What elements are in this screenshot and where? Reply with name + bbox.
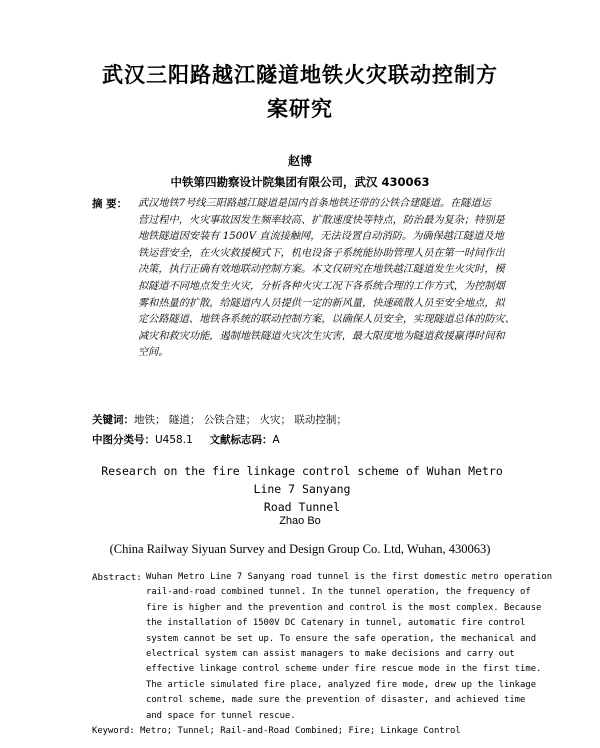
abstract-en-line: control scheme, made sure the prevention of disaster, and achieved time	[146, 695, 526, 706]
doc-code-value: A	[272, 434, 280, 446]
abstract-en-line: The article simulated fire place, analyzed fire mode, drew up the linkage	[146, 679, 537, 690]
author-en: Zhao Bo	[279, 515, 321, 527]
abstract-en-body	[146, 570, 553, 724]
title-cn-line-2: 案研究	[267, 97, 333, 121]
doc-code-label: 文献标志码：	[209, 434, 273, 446]
affiliation-cn: 中铁第四勘察设计院集团有限公司，武汉 430063	[170, 175, 430, 189]
abstract-en-label: Abstract:	[92, 572, 142, 583]
abstract-cn-line: 减灾和救灾功能，遏制地铁隧道火灾次生灾害，最大限度地为隧道救援赢得时间和	[138, 330, 505, 342]
title-en-line-2: Road Tunnel	[263, 500, 341, 514]
abstract-en-line: system cannot be set up. To ensure the safe operation, the mechanical and	[146, 633, 537, 644]
abstract-en-line: effective linkage control scheme under fire rescue mode in the first time.	[146, 664, 542, 675]
abstract-cn-line: 铁运营安全，在火灾救援模式下，机电设备子系统能协助管理人员在第一时间作出	[138, 247, 505, 259]
abstract-cn-line: 空间。	[138, 347, 169, 359]
abstract-en-line: Wuhan Metro Line 7 Sanyang road tunnel is the first domestic metro operation	[146, 572, 553, 582]
abstract-cn-label: 摘 要：	[92, 198, 128, 210]
abstract-cn-line: 武汉地铁7号线三阳路越江隧道是国内首条地铁还带的公铁合建隧道。在隧道运	[138, 198, 491, 209]
clc-value: U458.1	[155, 434, 193, 446]
abstract-cn-body	[138, 196, 515, 362]
abstract-cn-line: 定公路隧道、地铁各系统的联动控制方案，以确保人员安全，实现隧道总体的防灾、	[138, 314, 515, 326]
author-cn: 赵博	[287, 154, 312, 168]
clc-label: 中图分类号：	[92, 434, 155, 446]
abstract-en-line: rail-and-road combined tunnel. In the tunnel operation, the frequency of	[146, 587, 531, 598]
abstract-cn-line: 营过程中，火灾事故因发生频率较高、扩散速度快等特点，防治最为复杂；特别是	[138, 214, 505, 226]
affiliation-en: (China Railway Siyuan Survey and Design Group Co. Ltd, Wuhan, 430063)	[109, 542, 491, 556]
keywords-cn-label: 关键词：	[92, 414, 134, 426]
title-en-line-1: Research on the fire linkage control scheme of Wuhan Metro Line 7 Sanyang	[101, 464, 503, 496]
title-cn-line-1: 武汉三阳路越江隧道地铁火灾联动控制方	[102, 63, 498, 87]
keywords-cn-value: 地铁； 隧道； 公铁合建； 火灾； 联动控制；	[134, 414, 347, 426]
classification-line	[92, 432, 512, 447]
paper-title-en	[92, 462, 512, 516]
keywords-cn	[92, 412, 512, 427]
abstract-en-line: electrical system can assist managers to make decisions and carry out	[146, 649, 515, 660]
abstract-cn-line: 拟隧道不同地点发生火灾，分析各种火灾工况下各系统合理的工作方式，为控制烟	[138, 280, 505, 292]
abstract-en-line: and space for tunnel rescue.	[146, 710, 296, 721]
paper-title-cn	[60, 58, 540, 126]
keywords-en-label: Keyword:	[92, 726, 135, 736]
abstract-cn-line: 雾和热量的扩散，给隧道内人员提供一定的新风量，快速疏散人员至安全地点，拟	[138, 297, 505, 309]
keywords-en-value: Metro; Tunnel; Rail-and-Road Combined; Fire; Linkage Control	[140, 726, 461, 736]
abstract-cn-line: 决策，执行正确有效地联动控制方案。本文仅研究在地铁越江隧道发生火灾时，模	[138, 264, 505, 276]
abstract-en-line: the installation of 1500V DC Catenary in tunnel, automatic fire control	[146, 618, 526, 629]
abstract-en-line: fire is higher and the prevention and control is the most complex. Because	[146, 602, 542, 613]
keywords-en	[92, 726, 522, 736]
abstract-cn-line: 地铁隧道因安装有 1500V 直流接触网，无法设置自动消防。为确保越江隧道及地	[138, 231, 504, 243]
